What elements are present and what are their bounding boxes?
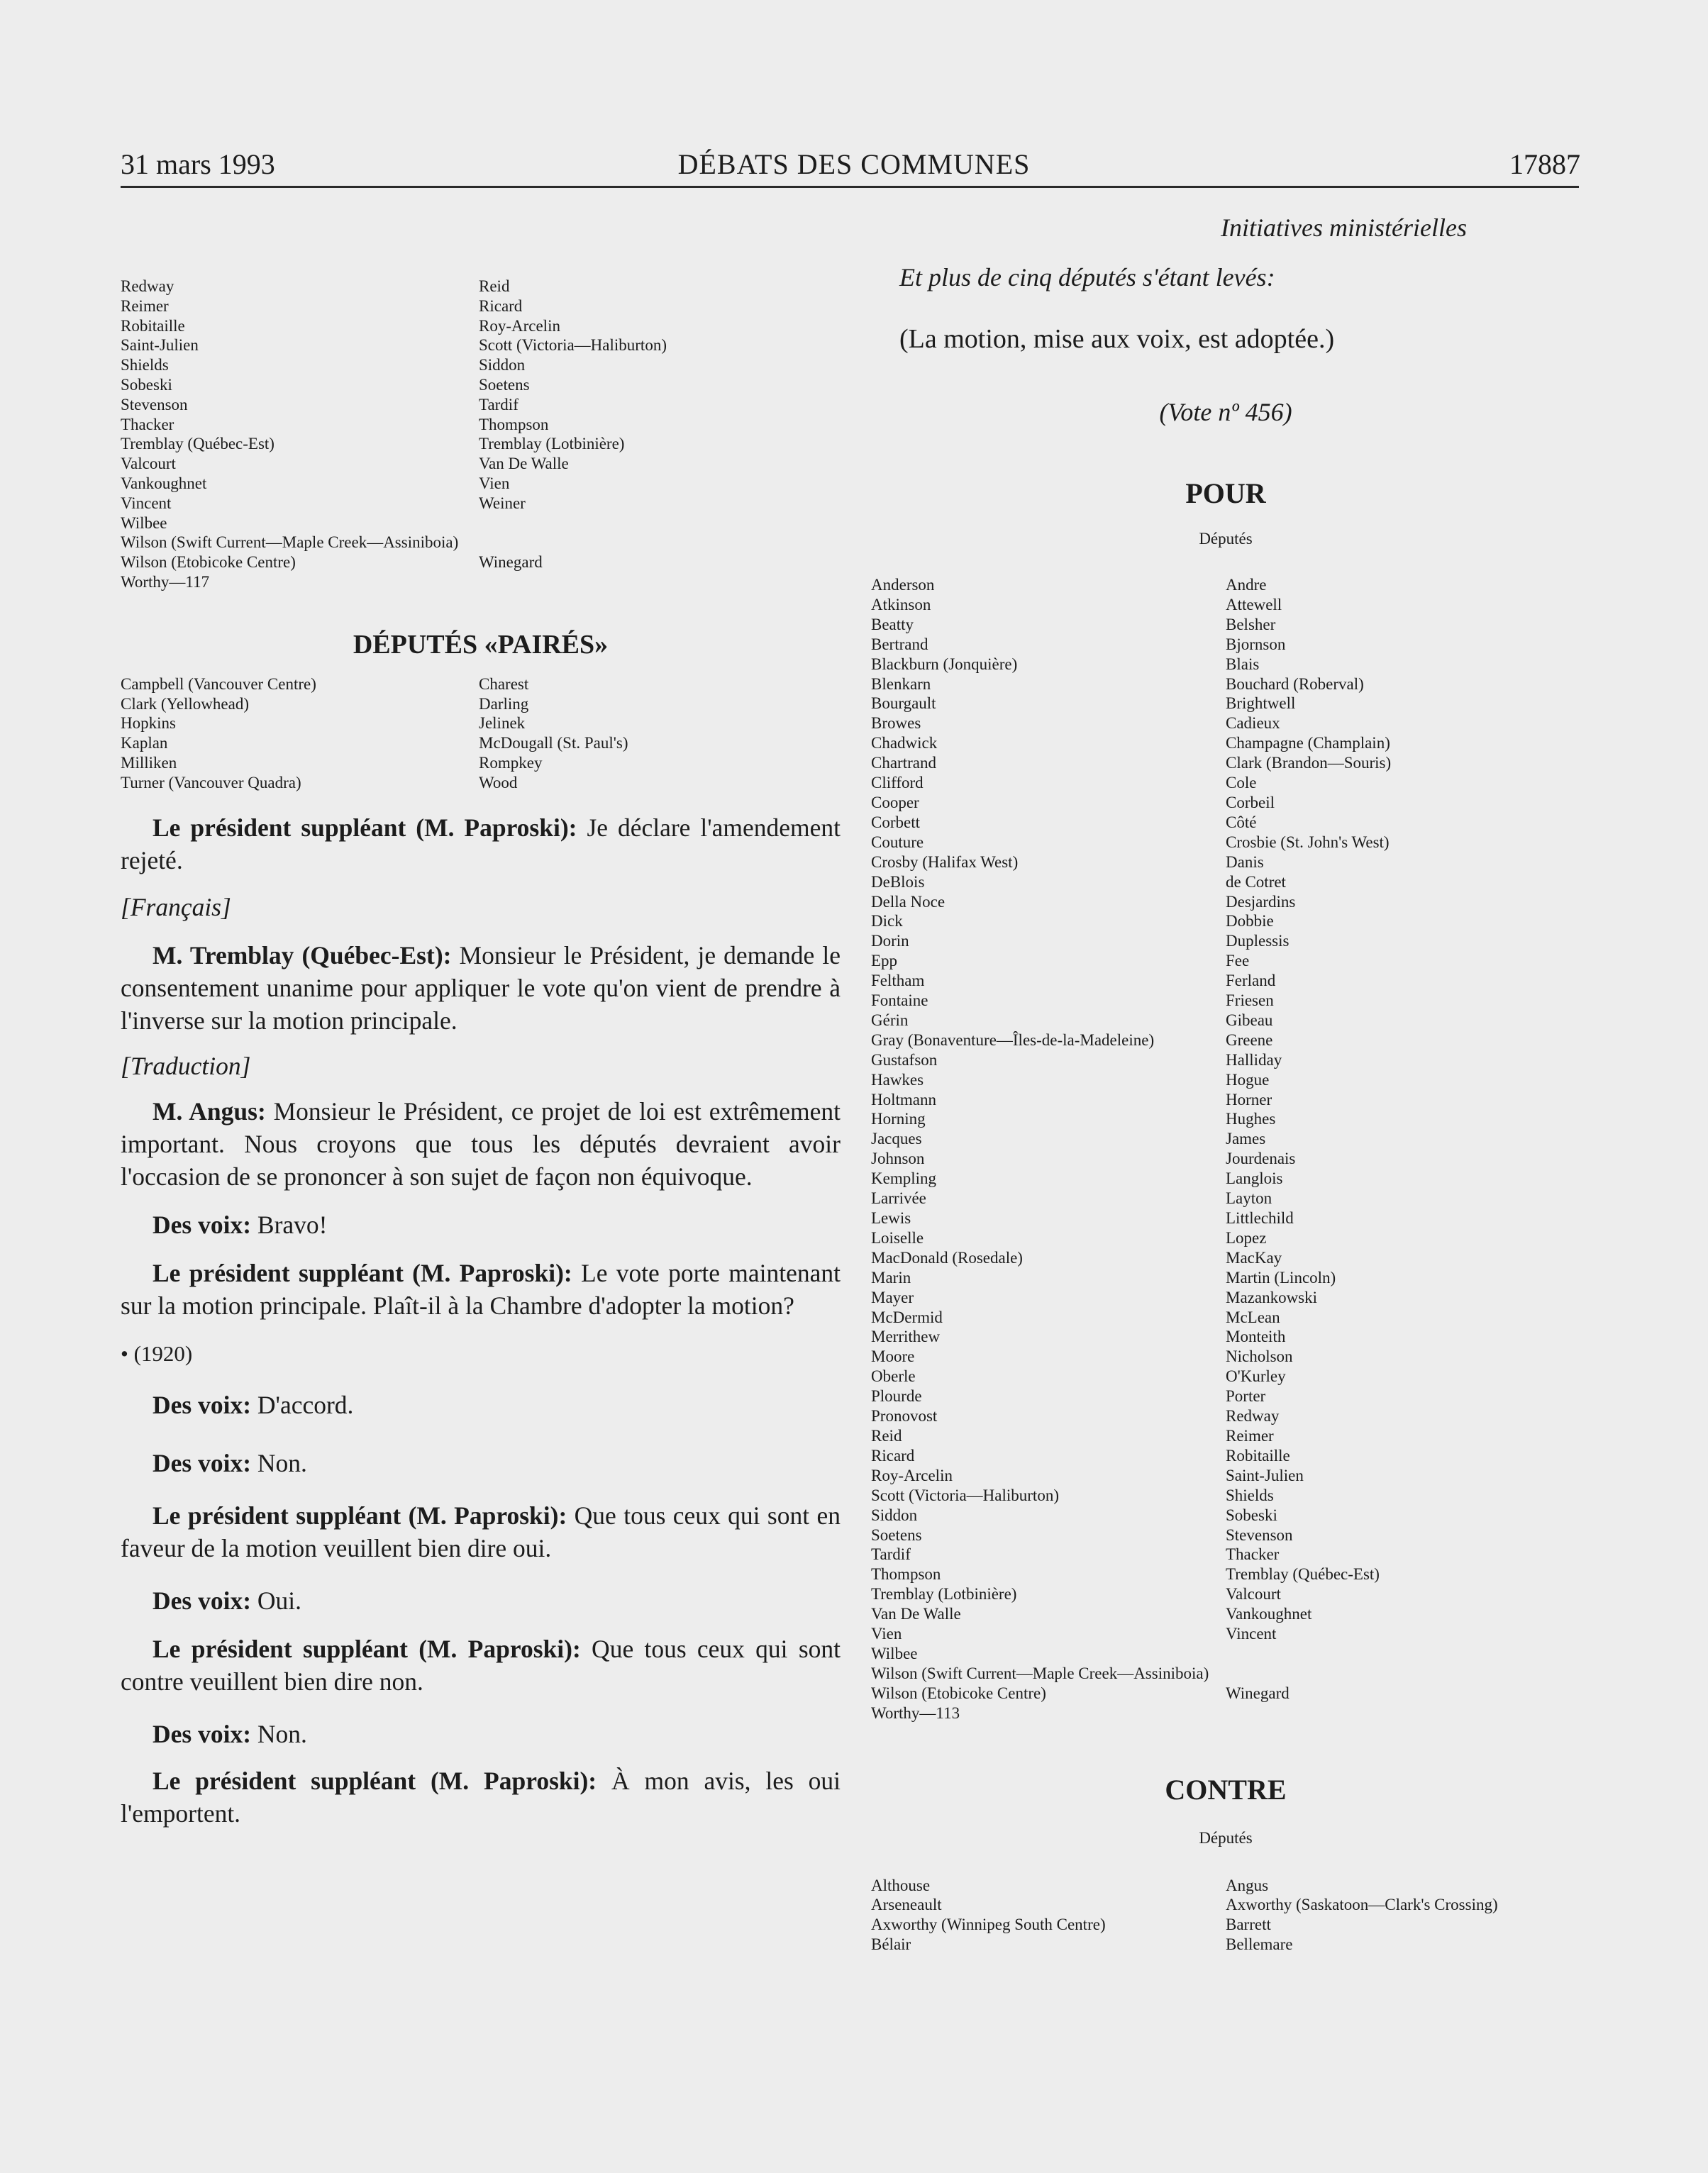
- member-name: Axworthy (Winnipeg South Centre): [871, 1916, 1106, 1934]
- member-name: Cooper: [871, 793, 919, 811]
- member-name: Scott (Victoria—Haliburton): [479, 336, 667, 355]
- speech-paragraph: [121, 1764, 841, 1830]
- member-name: Dick: [871, 912, 903, 930]
- member-name: Stevenson: [121, 395, 188, 413]
- member-name: Plourde: [871, 1387, 922, 1406]
- speaker: Des voix:: [152, 1448, 252, 1477]
- member-name: Halliday: [1226, 1050, 1282, 1069]
- member-name: Gray (Bonaventure—Îles-de-la-Madeleine): [871, 1030, 1155, 1049]
- speech-text: D'accord.: [251, 1390, 354, 1419]
- member-name: [479, 513, 819, 533]
- member-name: [1226, 1644, 1580, 1664]
- member-name: MacDonald (Rosedale): [871, 1248, 1023, 1267]
- member-name: Darling: [479, 694, 529, 713]
- member-name: Clark (Brandon—Souris): [1226, 754, 1392, 772]
- member-name: Weiner: [479, 494, 526, 512]
- speech-text: Je déclare l'amendement rejeté.: [121, 813, 841, 874]
- member-name: Kaplan: [121, 734, 168, 752]
- member-name: Soetens: [871, 1525, 922, 1544]
- member-name: Nicholson: [1226, 1347, 1293, 1366]
- member-name: Corbett: [871, 813, 920, 831]
- member-name: Vien: [871, 1625, 902, 1643]
- member-name: Van De Walle: [479, 455, 569, 473]
- paired-list: [121, 674, 841, 793]
- member-name: Clark (Yellowhead): [121, 694, 249, 713]
- speech-paragraph: [121, 1718, 841, 1750]
- vote-list-col-a: [121, 277, 479, 592]
- member-name: O'Kurley: [1226, 1367, 1286, 1386]
- member-name: Wilson (Etobicoke Centre): [121, 553, 296, 572]
- member-name: Danis: [1226, 852, 1264, 871]
- member-name: Gérin: [871, 1011, 909, 1029]
- member-name: Monteith: [1226, 1328, 1286, 1346]
- member-name: Ricard: [871, 1446, 915, 1465]
- member-name: [479, 572, 819, 592]
- member-name: Saint-Julien: [121, 336, 199, 355]
- member-name: Valcourt: [121, 455, 176, 473]
- speech-text: Non.: [251, 1719, 307, 1748]
- member-name: Shields: [121, 356, 169, 374]
- member-name: Milliken: [121, 753, 177, 772]
- member-name: Beatty: [871, 615, 914, 633]
- member-name: Lewis: [871, 1209, 911, 1227]
- speech-paragraph: [121, 1389, 841, 1421]
- member-name: Ricard: [479, 296, 523, 315]
- member-name: Holtmann: [871, 1090, 936, 1108]
- speech-text: Bravo!: [251, 1210, 328, 1239]
- member-name: Atkinson: [871, 595, 931, 613]
- speaker: Le président suppléant (M. Paproski):: [152, 813, 577, 842]
- member-name: Tremblay (Québec-Est): [121, 435, 274, 453]
- member-name: Turner (Vancouver Quadra): [121, 773, 301, 791]
- member-name: Arseneault: [871, 1896, 942, 1914]
- member-name: Reimer: [1226, 1426, 1274, 1445]
- speaker: Le président suppléant (M. Paproski):: [152, 1634, 581, 1663]
- member-name: Thacker: [1226, 1545, 1280, 1564]
- member-name: [1226, 1704, 1580, 1723]
- member-name: Hawkes: [871, 1070, 924, 1089]
- member-name: Bourgault: [871, 694, 936, 713]
- paired-col-a: [121, 674, 479, 793]
- member-name: Vankoughnet: [1226, 1605, 1312, 1623]
- member-name: Winegard: [1226, 1684, 1290, 1702]
- member-name: Clifford: [871, 774, 924, 792]
- member-name: Corbeil: [1226, 793, 1275, 811]
- member-name: Thacker: [121, 415, 174, 433]
- member-name: Gustafson: [871, 1050, 938, 1069]
- member-name: McDermid: [871, 1308, 943, 1326]
- member-name: Wilbee: [121, 513, 167, 532]
- member-name: Tremblay (Lotbinière): [479, 435, 625, 453]
- speech-paragraph: [121, 939, 841, 1037]
- member-name: Larrivée: [871, 1189, 926, 1208]
- member-name: Tremblay (Québec-Est): [1226, 1565, 1380, 1584]
- member-name: Chadwick: [871, 734, 938, 752]
- speech-text: Oui.: [251, 1586, 302, 1615]
- member-name: Horner: [1226, 1090, 1272, 1108]
- speaker: Des voix:: [152, 1390, 252, 1419]
- member-name: Cole: [1226, 774, 1257, 792]
- member-name: Vincent: [1226, 1625, 1277, 1643]
- member-name: Fontaine: [871, 991, 928, 1010]
- member-name: Rompkey: [479, 753, 543, 772]
- member-name: Althouse: [871, 1876, 931, 1894]
- member-name: Sobeski: [1226, 1506, 1277, 1524]
- member-name: Martin (Lincoln): [1226, 1268, 1336, 1286]
- right-column: [871, 213, 1580, 1955]
- speech-paragraph: [121, 1499, 841, 1565]
- paired-title: DÉPUTÉS «PAIRÉS»: [353, 629, 609, 660]
- member-name: Bellemare: [1226, 1935, 1293, 1954]
- speech-text: Monsieur le Président, je demande le consentement unanime pour appliquer le vote qu'on vient de prendre à l'inverse sur la motion principale.: [121, 940, 841, 1035]
- member-name: Johnson: [871, 1150, 925, 1168]
- left-column: [121, 277, 841, 1830]
- member-name: Hughes: [1226, 1110, 1276, 1128]
- member-name: Belsher: [1226, 615, 1276, 633]
- speaker: Des voix:: [152, 1210, 252, 1239]
- member-name: Langlois: [1226, 1169, 1283, 1188]
- member-name: Porter: [1226, 1387, 1266, 1406]
- header-date: 31 mars 1993: [121, 148, 275, 180]
- speech-paragraph: [121, 1257, 841, 1322]
- member-name: Tremblay (Lotbinière): [871, 1585, 1017, 1604]
- speech-text: Que tous ceux qui sont en faveur de la motion veuillent bien dire oui.: [121, 1501, 841, 1562]
- member-name: Redway: [1226, 1407, 1280, 1425]
- member-name: Côté: [1226, 813, 1257, 831]
- speech-text: Monsieur le Président, ce projet de loi est extrêmement important. Nous croyons que tous les députés devraient avoir l'occasion de se prononcer à son sujet de façon non équivoque.: [121, 1096, 841, 1191]
- member-name: Blais: [1226, 655, 1260, 673]
- member-name: Littlechild: [1226, 1209, 1294, 1227]
- member-name: Thompson: [479, 415, 549, 433]
- header-page-number: 17887: [1509, 148, 1580, 180]
- member-name: Roy-Arcelin: [479, 316, 560, 335]
- speaker: Le président suppléant (M. Paproski):: [152, 1501, 567, 1530]
- member-name: Hopkins: [121, 714, 176, 733]
- member-name: Siddon: [871, 1506, 918, 1524]
- member-name: Crosbie (St. John's West): [1226, 833, 1390, 851]
- speech-paragraph: [121, 1633, 841, 1698]
- contre-subtitle: Députés: [1199, 1828, 1253, 1847]
- member-name: Valcourt: [1226, 1585, 1281, 1604]
- speaker: Des voix:: [152, 1719, 252, 1748]
- member-name: Anderson: [871, 576, 935, 594]
- speech-paragraph: [121, 1447, 841, 1479]
- member-name: Shields: [1226, 1486, 1274, 1504]
- contre-col-b: [1226, 1876, 1580, 1955]
- member-name: Mayer: [871, 1288, 914, 1306]
- member-name: Axworthy (Saskatoon—Clark's Crossing): [1226, 1896, 1498, 1914]
- member-name: Moore: [871, 1347, 915, 1366]
- speaker: Le président suppléant (M. Paproski):: [152, 1766, 597, 1795]
- member-name: Bjornson: [1226, 635, 1286, 653]
- speech-text: Le vote porte maintenant sur la motion principale. Plaît-il à la Chambre d'adopter la motion?: [121, 1258, 841, 1320]
- member-name: Jacques: [871, 1130, 922, 1148]
- member-name: Layton: [1226, 1189, 1272, 1208]
- member-name: Andre: [1226, 576, 1267, 594]
- member-name: Loiselle: [871, 1228, 924, 1247]
- contre-col-a: [871, 1876, 1226, 1955]
- member-name: Sobeski: [121, 375, 172, 394]
- member-name: Wood: [479, 773, 518, 791]
- speaker: M. Tremblay (Québec-Est):: [152, 940, 452, 969]
- member-name: Angus: [1226, 1876, 1269, 1894]
- paired-col-b: [479, 674, 819, 793]
- member-name: Worthy—113: [871, 1704, 960, 1722]
- rise-text: Et plus de cinq députés s'étant levés:: [899, 263, 1275, 291]
- member-name: Duplessis: [1226, 932, 1290, 950]
- member-name: de Cotret: [1226, 872, 1286, 891]
- member-name: Fee: [1226, 952, 1250, 970]
- speech-text: Que tous ceux qui sont contre veuillent bien dire non.: [121, 1634, 841, 1696]
- vote-continuation-list: [121, 277, 841, 592]
- speech-paragraph: [121, 1208, 841, 1241]
- speech-text: À mon avis, les oui l'emportent.: [121, 1766, 841, 1828]
- vote-list-col-b: [479, 277, 819, 592]
- member-name: Soetens: [479, 375, 530, 394]
- member-name: James: [1226, 1130, 1266, 1148]
- member-name: Pronovost: [871, 1407, 938, 1425]
- member-name: Blackburn (Jonquière): [871, 655, 1018, 673]
- member-name: Winegard: [479, 553, 543, 572]
- member-name: Barrett: [1226, 1916, 1271, 1934]
- member-name: Browes: [871, 714, 921, 733]
- language-marker: [Français]: [121, 892, 231, 921]
- member-name: Scott (Victoria—Haliburton): [871, 1486, 1059, 1504]
- member-name: Couture: [871, 833, 924, 851]
- header-rule: [121, 186, 1579, 188]
- member-name: Ferland: [1226, 972, 1276, 990]
- member-name: Gibeau: [1226, 1011, 1273, 1029]
- time-marker: • (1920): [121, 1340, 193, 1366]
- member-name: Feltham: [871, 972, 925, 990]
- member-name: Robitaille: [1226, 1446, 1290, 1465]
- member-name: Brightwell: [1226, 694, 1296, 713]
- speaker: Des voix:: [152, 1586, 252, 1615]
- pour-title: POUR: [1185, 477, 1266, 509]
- member-name: Redway: [121, 277, 174, 295]
- contre-list: [871, 1876, 1580, 1955]
- member-name: Wilson (Swift Current—Maple Creek—Assiniboia): [871, 1664, 1209, 1682]
- member-name: Attewell: [1226, 595, 1282, 613]
- member-name: Bélair: [871, 1935, 911, 1954]
- speaker: M. Angus:: [152, 1096, 266, 1126]
- member-name: Siddon: [479, 356, 526, 374]
- language-marker: [Traduction]: [121, 1051, 251, 1080]
- member-name: Horning: [871, 1110, 926, 1128]
- member-name: Jelinek: [479, 714, 526, 733]
- member-name: Chartrand: [871, 754, 936, 772]
- member-name: Lopez: [1226, 1228, 1267, 1247]
- member-name: Wilson (Swift Current—Maple Creek—Assiniboia): [121, 533, 459, 552]
- member-name: McDougall (St. Paul's): [479, 734, 628, 752]
- member-name: Desjardins: [1226, 892, 1296, 911]
- member-name: Vincent: [121, 494, 172, 512]
- speech-text: Non.: [251, 1448, 307, 1477]
- member-name: Champagne (Champlain): [1226, 734, 1390, 752]
- vote-number: (Vote nº 456): [1159, 398, 1292, 426]
- member-name: Tardif: [871, 1545, 911, 1564]
- member-name: [1226, 1664, 1580, 1684]
- contre-title: CONTRE: [1165, 1773, 1287, 1806]
- member-name: Della Noce: [871, 892, 946, 911]
- speaker: Le président suppléant (M. Paproski):: [152, 1258, 572, 1287]
- member-name: Cadieux: [1226, 714, 1280, 733]
- member-name: Thompson: [871, 1565, 941, 1584]
- member-name: Reid: [479, 277, 510, 295]
- member-name: Jourdenais: [1226, 1150, 1296, 1168]
- running-head: Initiatives ministérielles: [1221, 213, 1467, 242]
- member-name: Bertrand: [871, 635, 928, 653]
- member-name: Crosby (Halifax West): [871, 852, 1019, 871]
- member-name: Reimer: [121, 296, 169, 315]
- speech-paragraph: [121, 811, 841, 877]
- pour-col-a: [871, 575, 1226, 1723]
- speech-paragraph: [121, 1095, 841, 1193]
- pour-col-b: [1226, 575, 1580, 1723]
- member-name: Dorin: [871, 932, 909, 950]
- member-name: Greene: [1226, 1030, 1273, 1049]
- pour-subtitle: Députés: [1199, 530, 1253, 548]
- member-name: Kempling: [871, 1169, 936, 1188]
- member-name: Saint-Julien: [1226, 1466, 1304, 1484]
- header-title: DÉBATS DES COMMUNES: [677, 148, 1031, 180]
- member-name: Hogue: [1226, 1070, 1270, 1089]
- member-name: Epp: [871, 952, 898, 970]
- member-name: Wilson (Etobicoke Centre): [871, 1684, 1046, 1702]
- speech-paragraph: [121, 1584, 841, 1617]
- member-name: Robitaille: [121, 316, 185, 335]
- member-name: Charest: [479, 674, 529, 693]
- member-name: Merrithew: [871, 1328, 941, 1346]
- member-name: Van De Walle: [871, 1605, 961, 1623]
- member-name: Vien: [479, 474, 510, 492]
- member-name: Campbell (Vancouver Centre): [121, 674, 316, 693]
- member-name: Roy-Arcelin: [871, 1466, 953, 1484]
- member-name: Stevenson: [1226, 1525, 1293, 1544]
- member-name: Wilbee: [871, 1644, 918, 1662]
- member-name: Mazankowski: [1226, 1288, 1318, 1306]
- member-name: Vankoughnet: [121, 474, 207, 492]
- member-name: Dobbie: [1226, 912, 1274, 930]
- member-name: DeBlois: [871, 872, 925, 891]
- member-name: Marin: [871, 1268, 911, 1286]
- member-name: Worthy—117: [121, 572, 210, 591]
- member-name: [479, 533, 819, 552]
- member-name: Reid: [871, 1426, 902, 1445]
- member-name: Friesen: [1226, 991, 1274, 1010]
- member-name: Tardif: [479, 395, 518, 413]
- member-name: Blenkarn: [871, 674, 931, 693]
- pour-list: [871, 575, 1580, 1723]
- motion-result: (La motion, mise aux voix, est adoptée.): [899, 324, 1335, 354]
- member-name: MacKay: [1226, 1248, 1282, 1267]
- member-name: Oberle: [871, 1367, 916, 1386]
- member-name: Bouchard (Roberval): [1226, 674, 1364, 693]
- member-name: McLean: [1226, 1308, 1280, 1326]
